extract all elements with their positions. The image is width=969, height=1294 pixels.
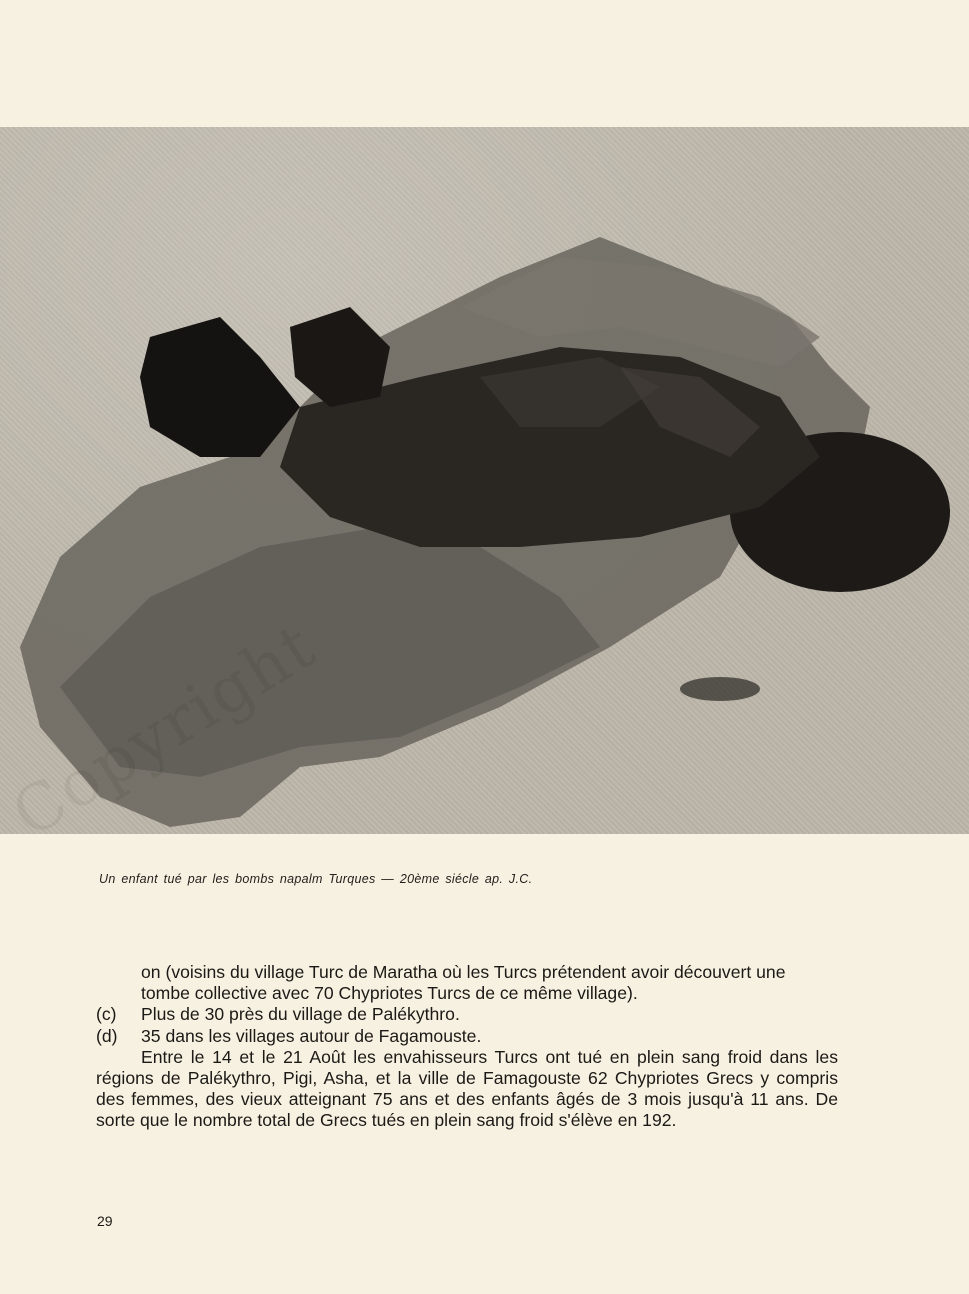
- continuation-paragraph: on (voisins du village Turc de Maratha où les Turcs prétendent avoir découvert une tombe collective avec 70 Chypriotes Turcs de ce même village).: [141, 962, 786, 1004]
- list-item-text: Plus de 30 près du village de Palékythro.: [141, 1004, 460, 1025]
- page-number: 29: [97, 1213, 113, 1229]
- watermark: Copyright: [0, 608, 329, 853]
- list-marker: (c): [96, 1004, 117, 1025]
- list-marker: (d): [96, 1025, 118, 1046]
- list-item: [96, 1026, 838, 1047]
- main-paragraph: Entre le 14 et le 21 Août les envahisseurs Turcs ont tué en plein sang froid dans les régions de Palékythro, Pigi, Asha, et la ville de Famagouste 62 Chypriotes Grecs y compris des femmes, des vieux atteignant 75 ans et des enfants âgés de 3 mois jusqu'à 11 ans. De sorte que le nombre total de Grecs tués en plein sang froid s'élève en 192.: [96, 1046, 838, 1131]
- body-text: [96, 962, 838, 1132]
- list-item: [96, 1004, 838, 1025]
- list-item-text: 35 dans les villages autour de Fagamouste.: [141, 1025, 482, 1046]
- photo-caption: Un enfant tué par les bombs napalm Turques — 20ème siécle ap. J.C.: [99, 872, 533, 886]
